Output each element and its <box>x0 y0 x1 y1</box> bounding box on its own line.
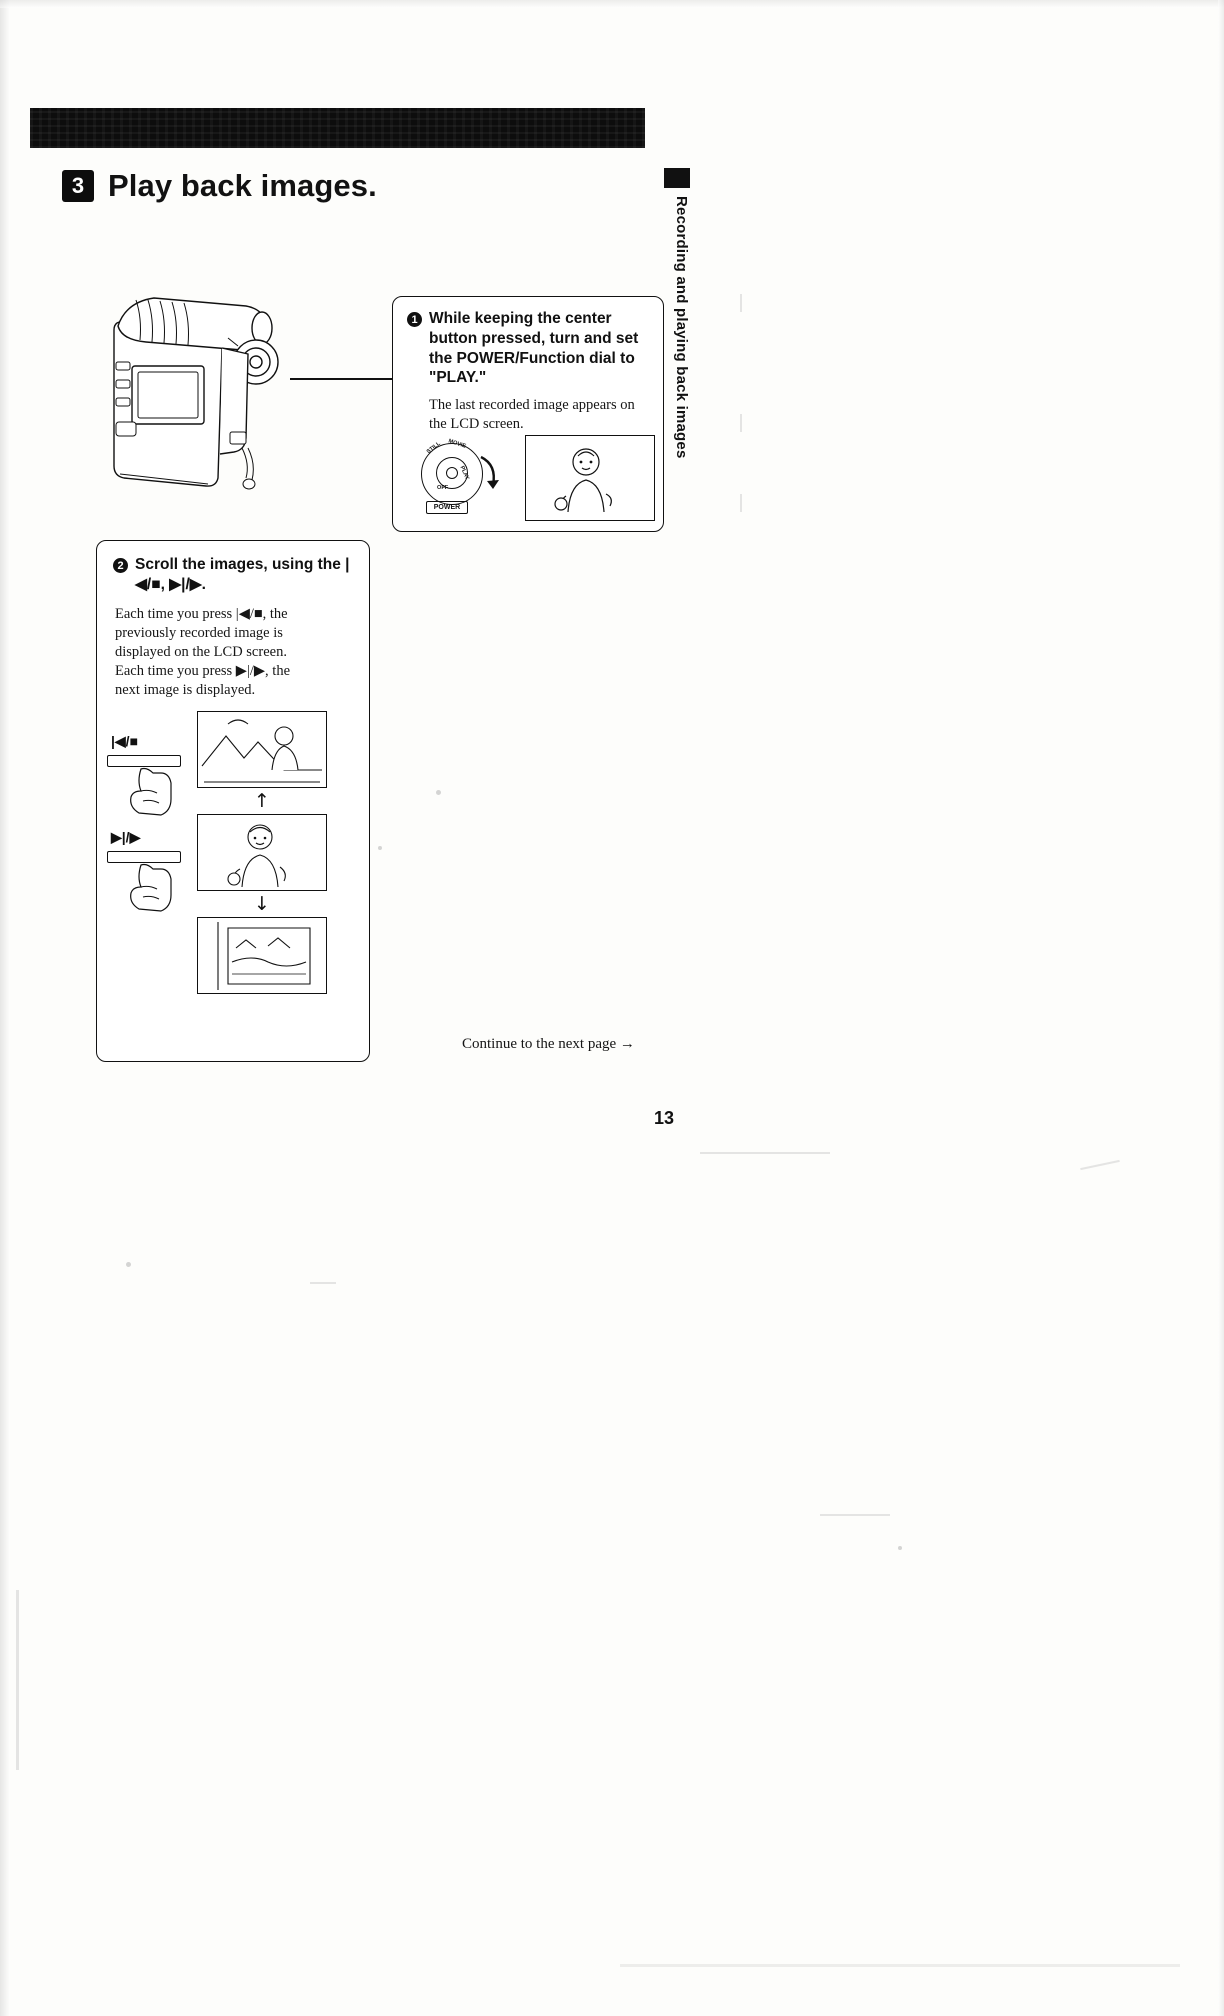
arrow-down-icon: ↓ <box>254 893 270 915</box>
section-banner <box>30 108 645 148</box>
scan-edge-right <box>1218 0 1224 2016</box>
callout-2-body <box>115 605 353 701</box>
dial-power-label: POWER <box>426 501 468 514</box>
scan-smudge <box>820 1514 890 1516</box>
callout-connector-line <box>290 378 394 380</box>
scan-smudge <box>1080 1160 1120 1170</box>
arrow-up-icon: ↑ <box>254 790 270 812</box>
dial-illustration <box>409 435 659 521</box>
callout-box-1 <box>392 296 664 532</box>
callout-1-title: While keeping the center button pressed, turn and set the POWER/Function dial to "PLAY." <box>429 310 639 387</box>
side-tab-label: Recording and playing back images <box>673 196 690 459</box>
callout-2-title: Scroll the images, using the |◀/■, ▶|/▶. <box>135 556 350 593</box>
next-button-label: ▶|/▶ <box>111 829 141 845</box>
callout-box-2 <box>96 540 370 1062</box>
callout-2-body-line-3: displayed on the LCD screen. <box>115 643 287 660</box>
thumbnail-current-image <box>197 814 327 891</box>
hand-pressing-prev-icon <box>127 763 185 817</box>
page-title: Play back images. <box>108 168 377 203</box>
callout-1-heading <box>407 309 649 388</box>
camera-illustration <box>96 288 306 513</box>
continue-note: Continue to the next page → <box>462 1036 635 1052</box>
thumbnail-next-image <box>197 917 327 994</box>
dial-label-still: STILL <box>425 440 442 456</box>
thumbnail-previous-image <box>197 711 327 788</box>
page-number: 13 <box>654 1108 675 1128</box>
dial-label-off: OFF <box>437 485 449 491</box>
scan-speck <box>436 790 441 795</box>
scan-edge-left <box>0 0 10 2016</box>
callout-2-number: 2 <box>113 558 128 573</box>
hand-pressing-next-icon <box>127 859 185 913</box>
scan-smudge <box>700 1152 830 1154</box>
dial-center-button <box>446 467 458 479</box>
scan-smudge <box>16 1590 19 1770</box>
callout-2-body-line-4: Each time you press ▶|/▶, the <box>115 663 290 680</box>
scan-smudge <box>740 294 742 312</box>
scan-edge-top <box>0 0 1224 8</box>
scan-speck <box>126 1262 131 1267</box>
step-heading <box>62 168 377 204</box>
callout-2-heading <box>113 555 353 595</box>
scan-smudge <box>310 1282 336 1284</box>
lcd-preview-image <box>525 435 655 521</box>
callout-1-number: 1 <box>407 312 422 327</box>
step-number-badge: 3 <box>62 170 94 202</box>
callout-2-body-line-5: next image is displayed. <box>115 682 256 699</box>
scan-smudge <box>620 1964 1180 1967</box>
prev-button-label: |◀/■ <box>111 733 139 749</box>
dial-label-movie: MOVIE <box>447 438 467 450</box>
dial-turn-arrow-icon <box>477 453 503 493</box>
callout-1-body: The last recorded image appears on the LCD screen. <box>429 397 635 432</box>
callout-2-body-line-1: Each time you press |◀/■, the <box>115 605 288 622</box>
image-sequence <box>197 711 327 994</box>
dial-label-play: PLAY <box>458 465 470 481</box>
power-function-dial <box>417 439 489 511</box>
scan-speck <box>378 846 382 850</box>
side-tab <box>664 168 690 458</box>
side-tab-bar <box>664 168 690 188</box>
scan-smudge <box>740 414 742 432</box>
callout-2-body-line-2: previously recorded image is <box>115 624 283 641</box>
scan-speck <box>898 1546 902 1550</box>
scan-smudge <box>740 494 742 512</box>
